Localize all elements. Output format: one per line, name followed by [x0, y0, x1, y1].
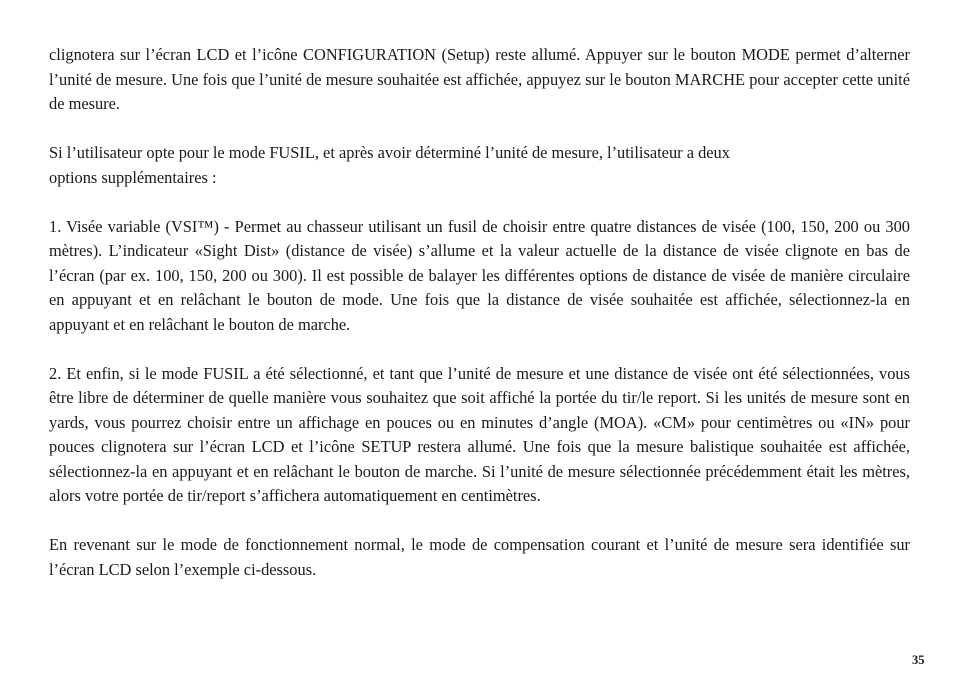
paragraph-setup-unit: clignotera sur l’écran LCD et l’icône CONFIGURATION (Setup) reste allumé. Appuyer sur le bouton MODE permet d’alterner l’unité de mesure. Une fois que l’unité de mesure souhaitée est affichée, appuyez sur le bouton MARCHE pour accepter cette unité de mesure.: [49, 45, 910, 113]
paragraph-normal-mode: En revenant sur le mode de fonctionnement normal, le mode de compensation courant et l’unité de mesure sera identifiée sur l’écran LCD selon l’exemple ci-dessous.: [49, 535, 910, 579]
manual-page-body: [49, 43, 910, 607]
page-number: 35: [912, 653, 925, 667]
paragraph-rifle-intro: [49, 141, 910, 190]
paragraph-vsi: 1. Visée variable (VSI™) - Permet au chasseur utilisant un fusil de choisir entre quatre distances de visée (100, 150, 200 ou 300 mètres). L’indicateur «Sight Dist» (distance de visée) s’allume et la valeur actuelle de la distance de visée clignote en bas de l’écran (par ex. 100, 150, 200 ou 300). Il est possible de balayer les différentes options de distance de visée de manière circulaire en appuyant et en relâchant le bouton de mode. Une fois que la distance de visée souhaitée est affichée, sélectionnez-la en appuyant et en relâchant le bouton de marche.: [49, 216, 910, 334]
rifle-intro-line-2: options supplémentaires :: [49, 167, 217, 187]
rifle-intro-line-1: Si l’utilisateur opte pour le mode FUSIL, et après avoir déterminé l’unité de mesure, l’utilisateur a deux: [49, 143, 730, 162]
paragraph-ballistic-display: 2. Et enfin, si le mode FUSIL a été sélectionné, et tant que l’unité de mesure et une distance de visée ont été sélectionnées, vous être libre de déterminer de quelle manière vous souhaitez que soit affiché la portée du tir/le report. Si les unités de mesure sont en yards, vous pourrez choisir entre un affichage en pouces ou en minutes d’angle (MOA). «CM» pour centimètres ou «IN» pour pouces clignotera sur l’écran LCD et l’icône SETUP restera allumé. Une fois que la mesure balistique souhaitée est affichée, sélectionnez-la en appuyant et en relâchant le bouton de marche. Si l’unité de mesure sélectionnée précédemment était les mètres, alors votre portée de tir/report s’affichera automatiquement en centimètres.: [49, 363, 910, 505]
